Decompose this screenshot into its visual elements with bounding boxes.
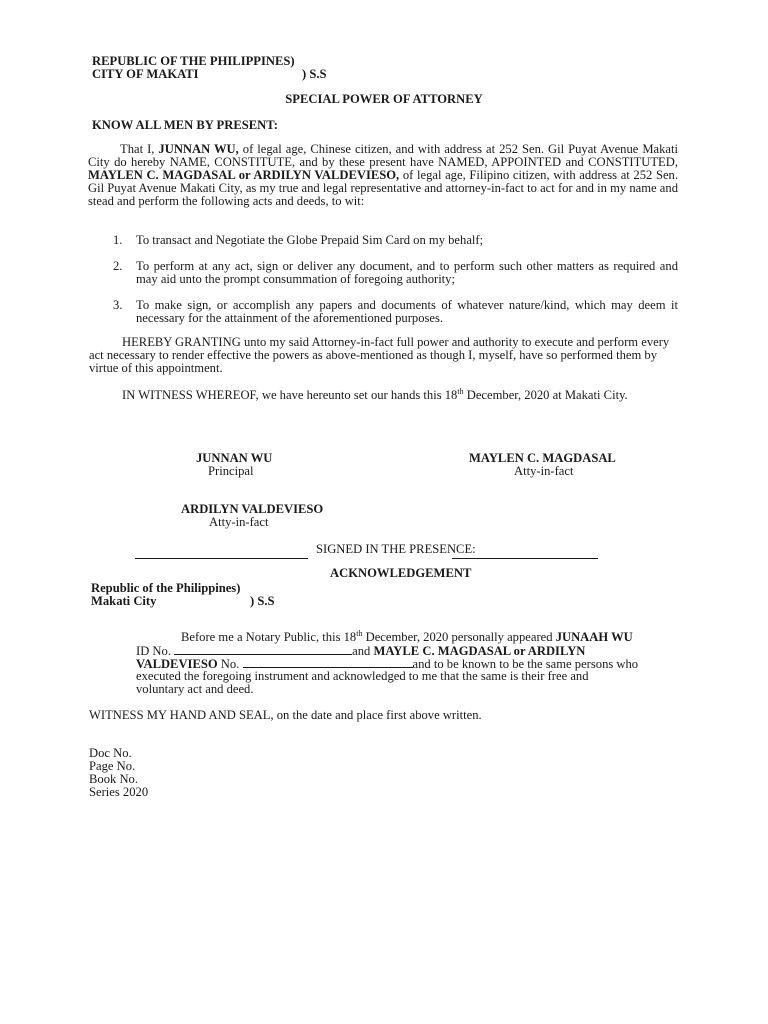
ack-text-3: and to be known to be the same persons who — [412, 657, 639, 671]
act-3-text: To make sign, or accomplish any papers and documents of whatever nature/kind, which may deem it necessary for the attainment of the aforementioned purposes. — [136, 298, 678, 325]
venue-republic: REPUBLIC OF THE PHILIPPINES) — [92, 54, 295, 68]
intro-paragraph — [88, 143, 678, 208]
witness-seal: WITNESS MY HAND AND SEAL, on the date and place first above written. — [89, 708, 482, 722]
ack-no-label: No. — [217, 657, 240, 671]
ack-venue-ss: ) S.S — [250, 594, 275, 608]
intro-text-2: of legal age, Chinese citizen, and with address at 252 Sen. Gil Puyat Avenue Makati City do hereby NAME, CONSTITUTE, and by these present have NAMED, APPOINTED and CONSTITUTED, — [88, 142, 679, 169]
ack-venue-city: Makati City — [91, 594, 157, 608]
ack-id-label: ID No. — [136, 644, 171, 658]
ack-no-blank — [243, 657, 413, 668]
witness-signature-line-2 — [452, 557, 598, 559]
witness-signature-line-1 — [135, 557, 308, 559]
salutation: KNOW ALL MEN BY PRESENT: — [92, 118, 278, 132]
signatory-principal-name: JUNNAN WU — [196, 451, 273, 465]
ack-attorneys-name: MAYLE C. MAGDASAL or ARDILYN — [373, 644, 586, 658]
act-2-text: To perform at any act, sign or deliver any document, and to perform such other matters as required and may aid unto the prompt consummation of foregoing authority; — [136, 259, 678, 286]
ack-text-2: December, 2020 personally appeared — [362, 630, 556, 644]
act-2-number: 2. — [113, 259, 123, 273]
venue-ss: ) S.S — [302, 67, 327, 81]
ack-text-1: Before me a Notary Public, this 18 — [181, 630, 357, 644]
signed-presence-label: SIGNED IN THE PRESENCE: — [316, 542, 476, 556]
ack-line-4: executed the foregoing instrument and acknowledged to me that the same is their free and — [136, 669, 589, 683]
ack-id-blank — [174, 644, 352, 655]
witness-text-2: December, 2020 at Makati City. — [463, 388, 628, 402]
witness-sup: th — [457, 386, 464, 396]
attorneys-names: MAYLEN C. MAGDASAL or ARDILYN VALDEVIESO, — [88, 168, 400, 182]
granting-paragraph: HEREBY GRANTING unto my said Attorney-in-fact full power and authority to execute and perform every act necessary to render effective the powers as above-mentioned as though I, myself, have so performed them by virtue of this appointment. — [89, 335, 670, 375]
witness-text-1: IN WITNESS WHEREOF, we have hereunto set our hands this 18 — [122, 388, 458, 402]
act-1-number: 1. — [113, 233, 123, 247]
intro-text-1: That I, — [120, 142, 159, 156]
signatory-attorney-1-role: Atty-in-fact — [514, 464, 574, 478]
ack-line-2 — [136, 644, 585, 658]
ack-sup: th — [356, 628, 363, 638]
doc-no: Doc No. — [89, 746, 132, 760]
ack-line-5: voluntary act and deed. — [136, 682, 254, 696]
signatory-principal-role: Principal — [208, 464, 254, 478]
book-no: Book No. — [89, 772, 138, 786]
ack-valdevieso: VALDEVIESO — [136, 657, 218, 671]
principal-name: JUNNAN WU, — [158, 142, 239, 156]
ack-venue-republic: Republic of the Philippines) — [91, 581, 241, 595]
document-title: SPECIAL POWER OF ATTORNEY — [285, 92, 483, 106]
signatory-attorney-2-name: ARDILYN VALDEVIESO — [181, 502, 324, 516]
witness-whereof — [89, 386, 679, 402]
intro-text-3: of legal age, Filipino citizen, with address at 252 Sen. Gil Puyat Avenue Makati City, as my true and legal representative and attorney-in-fact to act for and in my name and stead and perform the following acts and deeds, to wit: — [88, 168, 678, 208]
venue-city: CITY OF MAKATI — [92, 67, 199, 81]
page-no: Page No. — [89, 759, 136, 773]
signatory-attorney-1-name: MAYLEN C. MAGDASAL — [469, 451, 616, 465]
acknowledgement-heading: ACKNOWLEDGEMENT — [330, 566, 472, 580]
act-1-text: To transact and Negotiate the Globe Prepaid Sim Card on my behalf; — [136, 233, 484, 247]
ack-appearing-name: JUNAAH WU — [555, 630, 633, 644]
signatory-attorney-2-role: Atty-in-fact — [209, 515, 269, 529]
ack-line-1 — [181, 628, 633, 644]
series: Series 2020 — [89, 785, 149, 799]
ack-and: and — [352, 644, 374, 658]
act-3-number: 3. — [113, 298, 123, 312]
